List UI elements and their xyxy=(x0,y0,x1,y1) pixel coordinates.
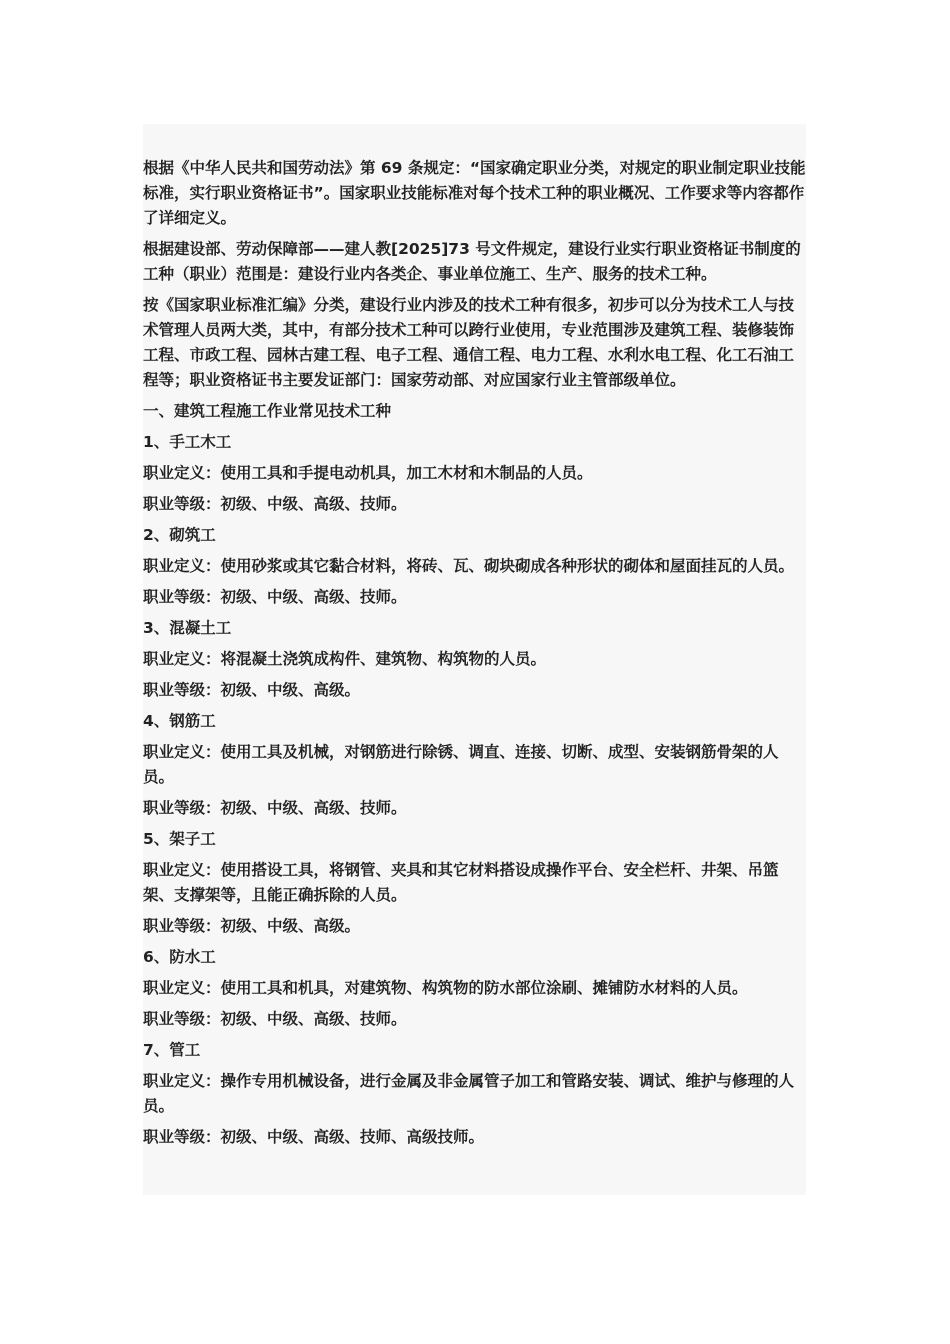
article-body xyxy=(143,124,806,1195)
trade-levels: 职业等级：初级、中级、高级、技师。 xyxy=(143,588,407,606)
intro-paragraph-3: 按《国家职业标准汇编》分类，建设行业内涉及的技术工种有很多，初步可以分为技术工人与技术管理人员两大类，其中，有部分技术工种可以跨行业使用，专业范围涉及建筑工程、装修装饰工程、市政工程、园林古建工程、电子工程、通信工程、电力工程、水利水电工程、化工石油工程等；职业资格证书主要发证部门：国家劳动部、对应国家行业主管部级单位。 xyxy=(143,296,795,389)
intro-paragraph-1: 根据《中华人民共和国劳动法》第 69 条规定：“国家确定职业分类，对规定的职业制定职业技能标准，实行职业资格证书”。国家职业技能标准对每个技术工种的职业概况、工作要求等内容都作了详细定义。 xyxy=(143,159,806,227)
trade-definition: 职业定义：操作专用机械设备，进行金属及非金属管子加工和管路安装、调试、维护与修理的人员。 xyxy=(143,1072,795,1115)
trade-definition: 职业定义：使用工具和机具，对建筑物、构筑物的防水部位涂刷、摊铺防水材料的人员。 xyxy=(143,979,748,997)
trade-title: 6、防水工 xyxy=(143,948,216,966)
section-heading: 一、建筑工程施工作业常见技术工种 xyxy=(143,402,392,420)
trade-definition: 职业定义：使用砂浆或其它黏合材料，将砖、瓦、砌块砌成各种形状的砌体和屋面挂瓦的人员。 xyxy=(143,557,795,575)
trade-levels: 职业等级：初级、中级、高级、技师。 xyxy=(143,799,407,817)
trade-title: 3、混凝土工 xyxy=(143,619,232,637)
intro-paragraph-2: 根据建设部、劳动保障部——建人教[2025]73 号文件规定，建设行业实行职业资格证书制度的工种（职业）范围是：建设行业内各类企、事业单位施工、生产、服务的技术工种。 xyxy=(143,240,801,283)
trade-levels: 职业等级：初级、中级、高级、技师。 xyxy=(143,1010,407,1028)
trade-title: 5、架子工 xyxy=(143,830,216,848)
trade-levels: 职业等级：初级、中级、高级。 xyxy=(143,917,361,935)
trade-title: 7、管工 xyxy=(143,1041,201,1059)
trade-levels: 职业等级：初级、中级、高级、技师。 xyxy=(143,495,407,513)
trade-levels: 职业等级：初级、中级、高级、技师、高级技师。 xyxy=(143,1128,485,1146)
trade-definition: 职业定义：使用工具和手提电动机具，加工木材和木制品的人员。 xyxy=(143,464,593,482)
trade-title: 2、砌筑工 xyxy=(143,526,216,544)
trade-levels: 职业等级：初级、中级、高级。 xyxy=(143,681,361,699)
trade-definition: 职业定义：将混凝土浇筑成构件、建筑物、构筑物的人员。 xyxy=(143,650,547,668)
trade-title: 1、手工木工 xyxy=(143,433,232,451)
trade-definition: 职业定义：使用搭设工具，将钢管、夹具和其它材料搭设成操作平台、安全栏杆、井架、吊篮架、支撑架等，且能正确拆除的人员。 xyxy=(143,861,779,904)
trade-title: 4、钢筋工 xyxy=(143,712,216,730)
trade-definition: 职业定义：使用工具及机械，对钢筋进行除锈、调直、连接、切断、成型、安装钢筋骨架的人员。 xyxy=(143,743,779,786)
